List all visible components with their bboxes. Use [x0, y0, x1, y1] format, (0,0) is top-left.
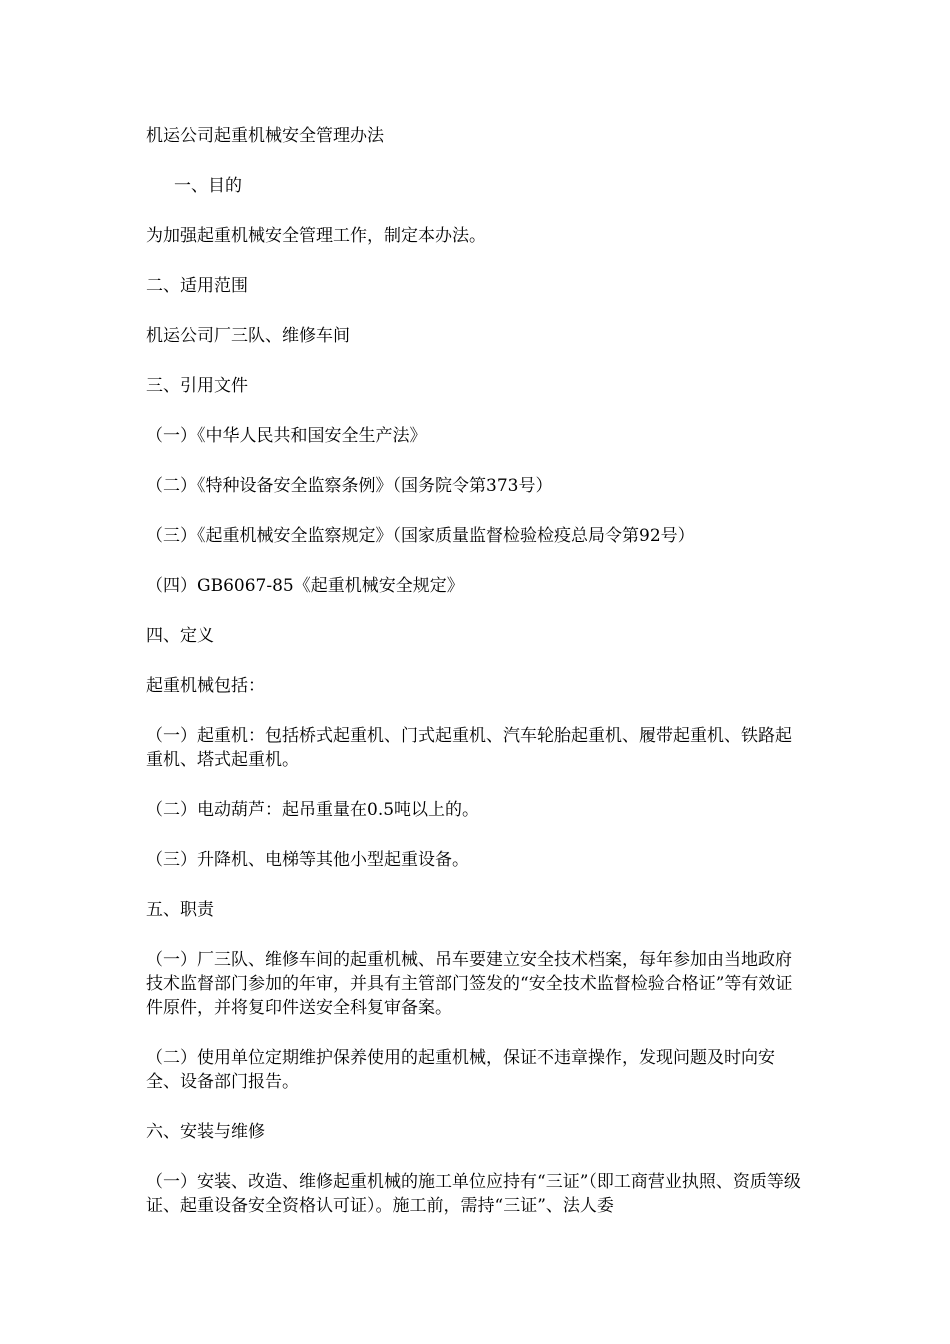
section-heading-definition: 四、定义: [146, 626, 214, 646]
definition-item: （二）电动葫芦：起吊重量在0.5吨以上的。: [146, 800, 480, 820]
paragraph-purpose: 为加强起重机械安全管理工作，制定本办法。: [146, 226, 486, 246]
document-body: [146, 124, 806, 1244]
section-heading-purpose: 一、目的: [174, 176, 242, 196]
section-heading-installation: 六、安装与维修: [146, 1122, 265, 1142]
reference-item: （四）GB6067-85《起重机械安全规定》: [146, 576, 464, 596]
reference-item: （三）《起重机械安全监察规定》（国家质量监督检验检疫总局令第92号）: [146, 526, 695, 546]
document-title: 机运公司起重机械安全管理办法: [146, 126, 384, 146]
paragraph-definition-intro: 起重机械包括：: [146, 676, 265, 696]
section-heading-references: 三、引用文件: [146, 376, 248, 396]
section-heading-responsibilities: 五、职责: [146, 900, 214, 920]
reference-item: （二）《特种设备安全监察条例》（国务院令第373号）: [146, 476, 553, 496]
section-heading-scope: 二、适用范围: [146, 276, 248, 296]
paragraph-scope: 机运公司厂三队、维修车间: [146, 326, 350, 346]
definition-item: （一）起重机：包括桥式起重机、门式起重机、汽车轮胎起重机、履带起重机、铁路起重机、塔式起重机。: [146, 726, 792, 770]
installation-item: （一）安装、改造、维修起重机械的施工单位应持有“三证”（即工商营业执照、资质等级证、起重设备安全资格认可证）。施工前，需持“三证”、法人委: [146, 1172, 801, 1216]
responsibility-item: （二）使用单位定期维护保养使用的起重机械，保证不违章操作，发现问题及时向安全、设备部门报告。: [146, 1048, 775, 1092]
definition-item: （三）升降机、电梯等其他小型起重设备。: [146, 850, 469, 870]
responsibility-item: （一）厂三队、维修车间的起重机械、吊车要建立安全技术档案，每年参加由当地政府技术监督部门参加的年审，并具有主管部门签发的“安全技术监督检验合格证”等有效证件原件，并将复印件送安全科复审备案。: [146, 950, 793, 1018]
reference-item: （一）《中华人民共和国安全生产法》: [146, 426, 427, 446]
